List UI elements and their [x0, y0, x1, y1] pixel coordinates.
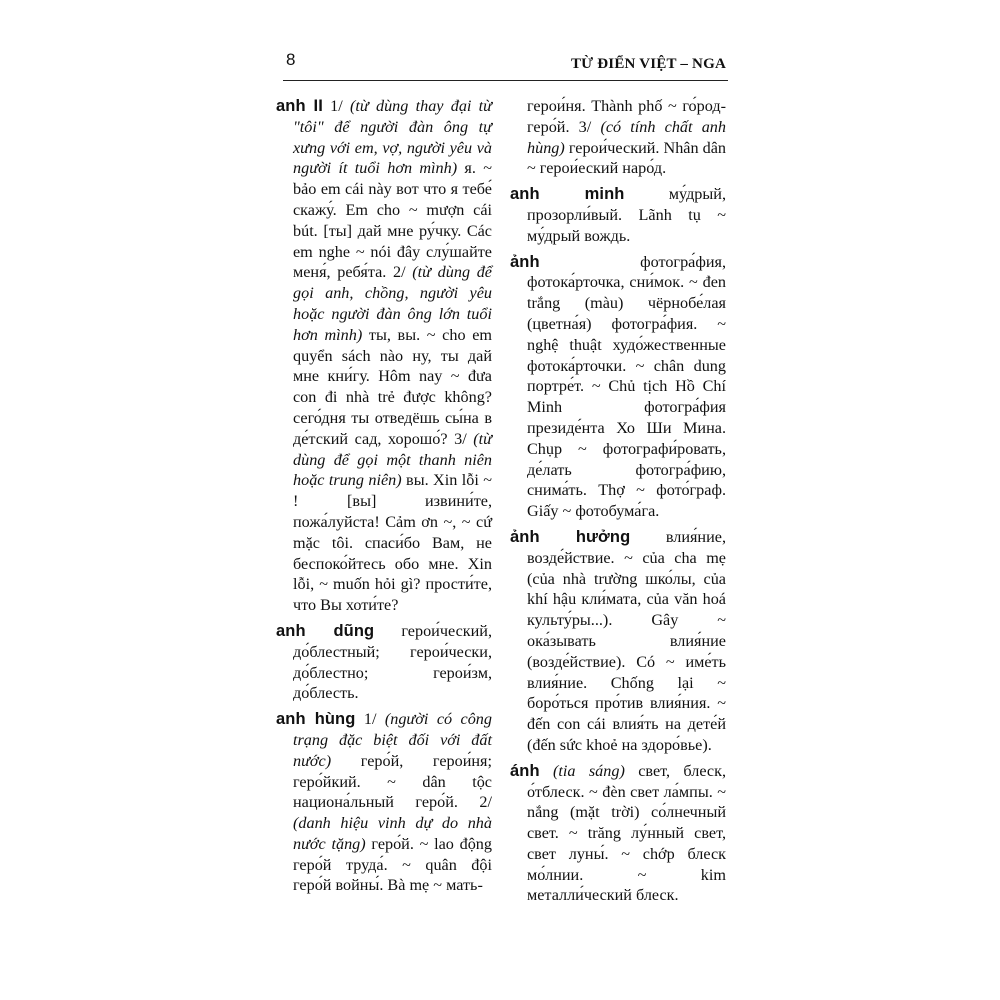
- dictionary-entry: [510, 96, 726, 179]
- entry-gloss-italic: (có tính chất anh hùng): [527, 117, 726, 157]
- entry-text: герои́ческий. Nhân dân ~ герои́еский наро́д.: [527, 138, 726, 178]
- header-rule: [283, 80, 728, 81]
- entry-text: му́дрый, прозорли́вый. Lãnh tụ ~ му́дрый вождь.: [527, 185, 726, 245]
- entry-text: геро́й, герои́ня; геро́йкий. ~ dân tộc национа́льный геро́й. 2/: [293, 751, 492, 812]
- dictionary-entry: [510, 527, 726, 756]
- entry-headword: anh hùng: [276, 710, 356, 729]
- entry-gloss-italic: (từ dùng thay đại từ "tôi" để người đàn ông tự xưng với em, vợ, người yêu và người ít tuổi hơn mình): [293, 97, 493, 178]
- entry-headword: anh minh: [510, 185, 625, 204]
- entry-text: геро́й. ~ lao động геро́й труда́. ~ quân đội геро́й войны́. Bà mẹ ~ мать-: [293, 834, 492, 895]
- entry-gloss-italic: (người có công trạng đặc biệt đối với đất nước): [293, 710, 492, 770]
- dictionary-entry: [510, 184, 726, 246]
- entry-headword: ảnh: [510, 252, 540, 271]
- entry-headword: ảnh hưởng: [510, 527, 631, 546]
- dictionary-entry: [510, 252, 726, 522]
- right-column: [510, 96, 726, 911]
- left-column: [276, 96, 492, 901]
- dictionary-entry: [276, 709, 492, 896]
- dictionary-entry: [510, 761, 726, 907]
- entry-text: ты, вы. ~ cho em quyển sách nào ну, ты дай мне кни́гу. Hôm nay ~ đưa con đi nhà trẻ được không? сего́дня ты отведёшь сы́на в де́тский сад, хорошо́? 3/: [293, 325, 492, 448]
- entry-text: 1/: [322, 97, 351, 115]
- running-title: TỪ ĐIỂN VIỆT – NGA: [570, 56, 726, 72]
- entry-headword: anh II: [276, 97, 323, 115]
- entry-gloss-italic: (tia sáng): [553, 761, 625, 780]
- entry-gloss-italic: (từ dùng để gọi một thanh niên hoặc trung niên): [293, 429, 492, 490]
- entry-text: [540, 762, 553, 780]
- page-number: 8: [286, 50, 296, 69]
- dictionary-entry: [276, 621, 492, 704]
- entry-text: свет, блеск, о́тблеск. ~ đèn свет ла́мпы. ~ nắng (mặt trời) со́лнечный свет. ~ trăng лу́нный свет, свет луны́. ~ chớp блеск мо́лнии. ~ kim металли́ческий блеск.: [527, 761, 727, 905]
- entry-text: я. ~ bảo em cái này вот что я тебе́ скажу́. Em cho ~ mượn cái bút. [ты] дай мне ру́чку. Các em nghe ~ nói đây слу́шайте меня́, ребя́та. 2/: [293, 159, 492, 282]
- entry-text: 1/: [355, 710, 385, 729]
- entry-text: влия́ние, возде́йствие. ~ của cha mẹ (của nhà trường шко́лы, của khí hậu кли́мата, của văn hoá культу́ры...). Gây ~ ока́зывать влия́ние (возде́йствие). Có ~ име́ть влия́ние. Chống lại ~ боро́ться про́тив влия́ния. ~ đến con cái влия́ть на дете́й (đến sức khoẻ на здоро́вье).: [527, 527, 726, 754]
- entry-gloss-italic: (từ dùng để gọi anh, chồng, người yêu hoặc người đàn ông lớn tuổi hơn mình): [293, 263, 492, 344]
- entry-text: фотогра́фия, фотока́рточка, сни́мок. ~ đen trắng (màu) чёрнобе́лая (цветна́я) фотогра́фия. ~ nghệ thuật худо́жественные фотока́рточки. ~ chân dung портре́т. ~ Chủ tịch Hồ Chí Minh фотогра́фия президе́нта Хо Ши Мина. Chụp ~ фотографи́ровать, де́лать фотогра́фию, снима́ть. Thợ ~ фото́граф. Giấy ~ фотобума́га.: [527, 252, 726, 521]
- entry-gloss-italic: (danh hiệu vinh dự do nhà nước tặng): [293, 814, 492, 853]
- entry-text: герои́ческий, до́блестный; герои́чески, до́блестно; герои́зм, до́блесть.: [293, 621, 492, 703]
- entry-headword: anh dũng: [276, 621, 375, 640]
- entry-text: герои́ня. Thành phố ~ го́род-геро́й. 3/: [527, 97, 726, 136]
- entry-text: вы. Xin lỗi ~ ! [вы] извини́те, пожа́луйста! Cảm ơn ~, ~ cứ mặc tôi. спаси́бо Вам, не беспоко́йтесь обо мне. Xin lỗi, ~ muốn hỏi gì? прости́те, что Вы хоти́те?: [293, 471, 492, 615]
- dictionary-entry: [276, 96, 492, 616]
- entry-headword: ánh: [510, 761, 540, 780]
